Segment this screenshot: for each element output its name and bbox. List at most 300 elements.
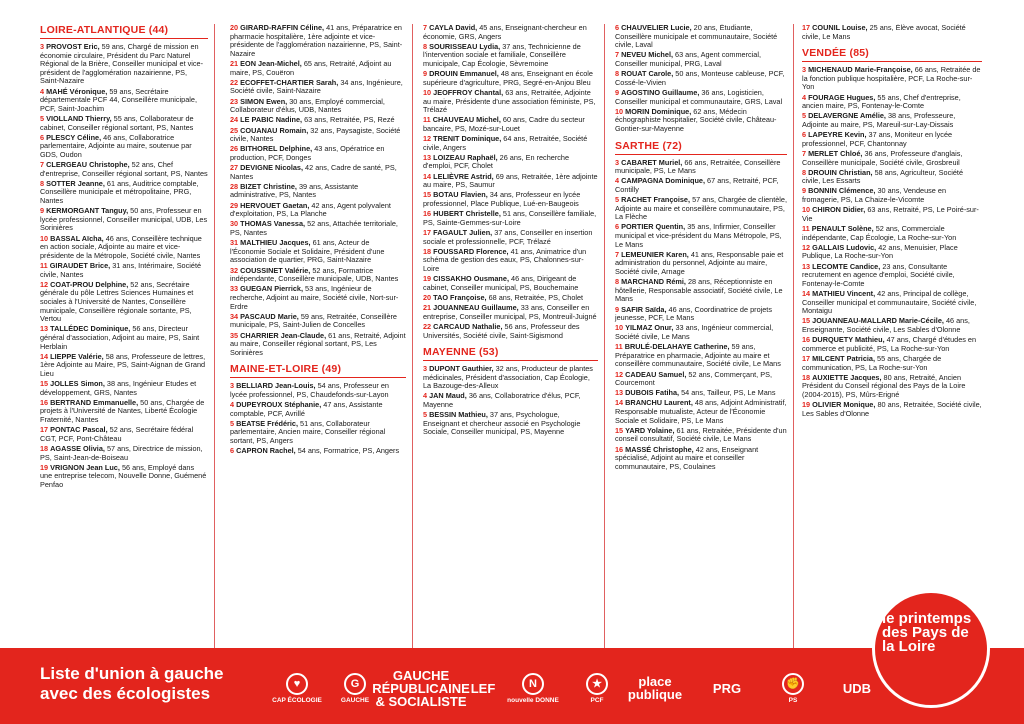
candidate-description: 65 ans, Retraité, Adjoint au maire, PS, Couëron bbox=[230, 58, 392, 77]
department-title: SARTHE (72) bbox=[615, 140, 787, 155]
candidate-name: AUXIETTE Jacques, bbox=[812, 372, 882, 382]
candidate-name: LAPEYRE Kevin, bbox=[808, 130, 867, 140]
candidate-rank: 11 bbox=[423, 115, 431, 125]
candidate-rank: 17 bbox=[40, 425, 49, 435]
candidate-description: 80 ans, Retraitée, Société civile, Les Sables d'Olonne bbox=[802, 400, 982, 418]
candidate-description: 50 ans, Chargée de projets à l'Université de Nantes, Liberté Écologie Fraternité, Nantes bbox=[40, 397, 205, 425]
candidate-entry bbox=[802, 187, 982, 204]
candidate-rank: 32 bbox=[230, 265, 239, 275]
candidate-name: COUSSINET Valérie, bbox=[240, 265, 311, 275]
candidate-entry bbox=[615, 159, 787, 176]
ps-logo-text: PS bbox=[788, 696, 798, 704]
candidate-description: 47 ans, Assistante comptable, PCF, Avrillé bbox=[230, 400, 383, 418]
candidate-rank: 7 bbox=[615, 249, 620, 259]
candidate-name: GIRAUDET Brice, bbox=[49, 261, 111, 270]
candidate-entry bbox=[423, 294, 598, 303]
department-section bbox=[230, 24, 406, 357]
candidate-rank: 9 bbox=[423, 69, 428, 79]
candidate-entry bbox=[230, 332, 406, 358]
candidate-name: FAGAULT Julien, bbox=[433, 228, 493, 237]
candidate-description: 57 ans, Directrice de mission, PS, Saint-Jean-de-Boiseau bbox=[40, 444, 203, 462]
candidate-entry bbox=[802, 24, 982, 41]
candidate-name: BELLIARD Jean-Louis, bbox=[236, 381, 316, 391]
candidate-entry bbox=[230, 60, 406, 77]
candidate-name: DROUIN Christian, bbox=[808, 167, 873, 177]
department-section bbox=[230, 363, 406, 456]
candidate-description: 38 ans, Ingénieur Etudes et développement, GRS, Nantes bbox=[40, 379, 197, 397]
candidate-description: 52 ans, Attachée territoriale, PS, Nantes bbox=[230, 219, 398, 237]
candidate-description: 30 ans, Employé commercial, Collaborateur d'élus, UDB, Nantes bbox=[230, 96, 385, 115]
candidate-rank: 17 bbox=[423, 228, 432, 237]
candidate-description: 66 ans, Retraitée, Conseillère municipale, PS, Le Mans bbox=[615, 157, 781, 176]
candidate-name: RACHET Françoise, bbox=[621, 195, 691, 205]
candidate-entry bbox=[615, 427, 787, 444]
candidate-entry bbox=[230, 401, 406, 418]
candidate-entry bbox=[423, 70, 598, 87]
tagline bbox=[40, 664, 224, 704]
candidate-name: DUPONT Gauthier, bbox=[429, 364, 494, 374]
candidate-name: THOMAS Vanessa, bbox=[240, 219, 306, 229]
candidate-entry bbox=[40, 235, 208, 261]
candidate-rank: 15 bbox=[615, 425, 624, 435]
candidate-description: 64 ans, Retraitée, Société civile, Angers bbox=[423, 134, 588, 152]
department-section bbox=[423, 24, 598, 340]
candidate-description: 61 ans, Retraité, Adjoint au maire, Conseiller régional sortant, PS, Les Sorinières bbox=[230, 330, 406, 357]
candidate-rank: 16 bbox=[615, 444, 624, 454]
candidate-rank: 4 bbox=[40, 86, 45, 96]
candidate-description: 52 ans, Commerciale indépendante, Cap Écologie, La Roche-sur-Yon bbox=[802, 224, 957, 242]
candidate-name: VIOLLAND Thierry, bbox=[46, 113, 112, 123]
candidate-rank: 27 bbox=[230, 163, 239, 173]
candidate-rank: 13 bbox=[423, 152, 432, 162]
candidate-rank: 4 bbox=[423, 391, 428, 401]
candidate-entry bbox=[802, 244, 982, 261]
candidate-name: BONNIN Clémence, bbox=[808, 186, 876, 196]
candidate-rank: 6 bbox=[615, 222, 620, 232]
candidate-description: 41 ans, Animatrice d'un schéma de gestion des eaux, PS, Chalonnes-sur-Loire bbox=[423, 246, 587, 273]
candidate-rank: 3 bbox=[40, 42, 45, 51]
candidate-name: LE PABIC Nadine, bbox=[240, 115, 303, 125]
candidate-entry bbox=[230, 239, 406, 265]
gauche-republicaine-socialiste-logo bbox=[372, 662, 470, 714]
candidate-name: BRULÉ-DELAHAYE Catherine, bbox=[624, 342, 730, 352]
candidate-entry bbox=[423, 191, 598, 208]
candidate-rank: 26 bbox=[230, 144, 239, 154]
candidate-name: CAMPAGNA Dominique, bbox=[621, 176, 706, 186]
candidate-name: CAPRON Rachel, bbox=[236, 446, 296, 456]
candidate-rank: 10 bbox=[423, 87, 432, 97]
candidate-description: 63 ans, Retraité, PS, Le Poiré-sur-Vie bbox=[802, 205, 979, 223]
gauche-republicaine-logo-text: GAUCHE bbox=[340, 696, 370, 704]
candidate-name: LECOMTE Candice, bbox=[812, 261, 881, 271]
candidate-rank: 30 bbox=[230, 219, 239, 229]
candidate-description: 42 ans, Cadre de santé, PS, Nantes bbox=[230, 163, 397, 181]
candidate-entry bbox=[615, 306, 787, 323]
candidate-rank: 19 bbox=[423, 274, 432, 284]
candidate-rank: 12 bbox=[802, 242, 811, 252]
department-title: MAYENNE (53) bbox=[423, 346, 598, 361]
candidate-description: 45 ans, Enseignant-chercheur en économie, GRS, Angers bbox=[423, 24, 587, 41]
candidate-entry bbox=[423, 275, 598, 292]
candidate-name: DELAVERGNE Amélie, bbox=[808, 111, 886, 121]
candidate-rank: 7 bbox=[615, 50, 620, 60]
candidate-entry bbox=[423, 24, 598, 41]
candidate-name: EON Jean-Michel, bbox=[240, 58, 302, 68]
candidate-entry bbox=[423, 210, 598, 227]
candidate-entry bbox=[615, 343, 787, 369]
candidate-entry bbox=[230, 313, 406, 330]
candidate-name: DUPEYROUX Stéphanie, bbox=[236, 400, 322, 410]
candidate-name: GIRARD-RAFFIN Céline, bbox=[240, 24, 325, 32]
candidate-name: CABARET Muriel, bbox=[621, 157, 683, 167]
candidate-name: AGASSE Olivia, bbox=[50, 444, 105, 454]
candidate-name: CHAUVELIER Lucie, bbox=[621, 24, 692, 32]
candidate-rank: 15 bbox=[802, 316, 811, 326]
candidate-entry bbox=[40, 207, 208, 233]
candidate-description: 41 ans, Préparatrice en pharmacie hospitalière, 1ère adjointe et vice-présidente de l'agglomération nazairienne, PS, Saint-Nazaire bbox=[230, 24, 403, 58]
candidate-entry bbox=[423, 323, 598, 340]
candidate-rank: 35 bbox=[230, 330, 239, 340]
candidate-entry bbox=[615, 251, 787, 277]
department-section bbox=[615, 24, 787, 134]
candidate-description: 33 ans, Conseiller en entreprise, Conseiller municipal, PS, Montreuil-Juigné bbox=[423, 303, 597, 321]
candidate-description: 59 ans, Secrétaire départementale PCF 44, Conseillère municipale, PCF, Saint-Joachim bbox=[40, 86, 197, 113]
candidate-description: 52 ans, Formatrice indépendante, Conseillère municipale, UDB, Nantes bbox=[230, 265, 399, 284]
candidate-rank: 8 bbox=[615, 277, 620, 287]
candidate-name: MATHIEU Vincent, bbox=[812, 288, 876, 298]
candidate-rank: 34 bbox=[230, 311, 239, 321]
candidate-name: DUBOIS Fatiha, bbox=[625, 388, 680, 398]
candidate-entry bbox=[40, 325, 208, 351]
candidate-rank: 18 bbox=[40, 444, 49, 454]
candidate-rank: 11 bbox=[615, 342, 623, 352]
candidate-rank: 16 bbox=[423, 209, 432, 219]
candidate-entry bbox=[423, 43, 598, 69]
column-4 bbox=[609, 24, 794, 648]
candidate-description: 55 ans, Chef d'entreprise, ancien maire, PS, Fontenay-le-Comte bbox=[802, 92, 961, 111]
candidate-name: LELIÈVRE Astrid, bbox=[433, 171, 494, 181]
candidate-entry bbox=[802, 94, 982, 111]
candidate-description: 47 ans, Chargé d'études en commerce et publicité, PS, La Roche-sur-Yon bbox=[802, 335, 977, 353]
candidate-rank: 15 bbox=[423, 190, 432, 200]
candidate-entry bbox=[40, 134, 208, 160]
candidate-description: 56 ans, Professeur des Universités, Société civile, Saint-Sigismond bbox=[423, 321, 580, 340]
candidate-description: 43 ans, Opératrice en production, PCF, Donges bbox=[230, 144, 385, 162]
candidate-name: BIZET Christine, bbox=[240, 181, 297, 191]
candidate-rank: 9 bbox=[615, 304, 620, 314]
candidate-entry bbox=[615, 278, 787, 304]
candidate-description: 39 ans, Assistante administrative, PS, Nantes bbox=[230, 181, 359, 200]
candidate-name: ROUAT Carole, bbox=[621, 69, 674, 79]
candidate-rank: 5 bbox=[230, 418, 235, 428]
candidate-entry bbox=[40, 445, 208, 462]
candidate-description: 52 ans, Commerçant, PS, Courcemont bbox=[615, 369, 772, 388]
candidate-description: 56 ans, Employé dans une entreprise telecom, Nouvelle Donne, Guémené Penfao bbox=[40, 462, 207, 489]
department-section bbox=[802, 24, 982, 41]
candidate-entry bbox=[423, 365, 598, 391]
candidate-rank: 6 bbox=[615, 24, 620, 32]
candidate-description: 59 ans, Retraitée, Conseillère municipale, PS, Saint-Julien de Concelles bbox=[230, 311, 397, 330]
candidate-name: VRIGNON Jean Luc, bbox=[50, 462, 120, 472]
candidate-description: 36 ans, Professeure d'anglais, Conseillère municipale, Société civile, Grosbreuil bbox=[802, 148, 963, 167]
candidate-name: PORTIER Quentin, bbox=[621, 222, 686, 232]
candidate-entry bbox=[802, 131, 982, 148]
party-logos bbox=[268, 662, 888, 714]
candidate-rank: 24 bbox=[230, 115, 239, 125]
candidate-description: 46 ans, Collaboratrice parlementaire, Adjointe au maire, soutenue par GDS, Oudon bbox=[40, 132, 192, 159]
candidate-rank: 28 bbox=[230, 181, 239, 191]
candidate-name: ECOFFET-CHARTIER Sarah, bbox=[240, 77, 339, 87]
candidate-entry bbox=[802, 401, 982, 418]
candidate-rank: 20 bbox=[423, 292, 432, 302]
candidate-name: COUANAU Romain, bbox=[240, 125, 309, 135]
candidate-description: 42 ans, Principal de collège, Conseiller municipal et communautaire, Société civile, Montaigu bbox=[802, 288, 977, 316]
candidate-description: 80 ans, Retraité, Ancien Président du Conseil régional des Pays de la Loire (2004-2015), PS, Mûrs-Erigné bbox=[802, 372, 966, 399]
printemps-badge bbox=[872, 590, 992, 710]
candidate-description: 48 ans, Adjoint Administratif, Responsable mutualiste, Acteur de l'Économie Sociale et Solidaire, PS, Le Mans bbox=[615, 398, 787, 425]
candidate-name: YILMAZ Onur, bbox=[625, 323, 674, 333]
candidate-description: 46 ans, Conseillère technique en action sociale, Adjointe au maire et vice-présidente de la Métropole, Société civile, Nantes bbox=[40, 233, 202, 260]
candidate-description: 56 ans, Directeur général d'association, Adjoint au maire, PS, Saint Herblain bbox=[40, 324, 200, 351]
column-5 bbox=[796, 24, 988, 648]
candidate-name: MALTHIEU Jacques, bbox=[240, 238, 311, 248]
candidate-name: CHARRIER Jean-Claude, bbox=[240, 330, 327, 340]
candidate-rank: 22 bbox=[230, 77, 239, 87]
tagline-line-2: avec des écologistes bbox=[40, 684, 211, 703]
candidate-description: 46 ans, Enseignante, Société civile, Les Sables d'Olonne bbox=[802, 316, 970, 334]
candidate-entry bbox=[230, 267, 406, 284]
candidate-rank: 11 bbox=[802, 224, 810, 234]
candidate-entry bbox=[40, 281, 208, 324]
candidate-description: 32 ans, Producteur de plantes médicinales, Président d'association, Cap Écologie, La Bazouge-des-Alleux bbox=[423, 364, 593, 391]
candidate-description: 25 ans, Élève avocat, Société civile, Le Mans bbox=[802, 24, 966, 41]
department-section bbox=[802, 47, 982, 418]
candidate-entry bbox=[802, 150, 982, 167]
candidate-rank: 10 bbox=[40, 233, 49, 243]
candidate-entry bbox=[230, 447, 406, 456]
candidate-rank: 3 bbox=[423, 364, 428, 374]
cap-ecologie-logo-icon: ♥ bbox=[286, 673, 308, 695]
candidate-rank: 5 bbox=[423, 410, 428, 420]
candidate-description: 23 ans, Consultante recrutement en agence d'emploi, Société civile, Fontenay-le-Comte bbox=[802, 261, 955, 288]
candidate-entry bbox=[423, 392, 598, 409]
candidate-description: 59 ans, Chargé de mission en économie circulaire, Président du Parc Naturel Régional de la Brière, Conseiller municipal et vice-président de l'agglomération nazairienne, PS, Saint-Nazaire bbox=[40, 42, 204, 86]
candidate-name: OLIVIER Monique, bbox=[812, 400, 876, 410]
candidate-name: PROVOST Eric, bbox=[46, 42, 100, 51]
candidate-entry bbox=[802, 290, 982, 316]
candidate-description: 57 ans, Chargée de clientèle, Adjointe au maire et conseillère communautaire, PS, La Flèche bbox=[615, 195, 787, 222]
candidate-rank: 4 bbox=[615, 176, 620, 186]
ps-logo-icon: ✊ bbox=[782, 673, 804, 695]
candidate-rank: 13 bbox=[615, 388, 624, 398]
candidate-rank: 21 bbox=[230, 58, 239, 68]
candidate-description: 53 ans, Ingénieur de recherche, Adjoint au maire, Société civile, Nort-sur-Erdre bbox=[230, 284, 399, 311]
candidate-description: 30 ans, Vendeuse en fromagerie, PS, La Chaize-le-Vicomte bbox=[802, 186, 947, 205]
footer-banner bbox=[0, 648, 1024, 724]
candidate-description: 31 ans, Intérimaire, Société civile, Nantes bbox=[40, 261, 202, 279]
candidate-rank: 3 bbox=[615, 157, 620, 167]
candidate-description: 50 ans, Monteuse cableuse, PCF, Cossé-le-Vivien bbox=[615, 69, 785, 87]
candidate-description: 52 ans, Secrétaire générale du pôle Lettres Sciences Humaines et sociales à l'Université de Nantes, Conseillère municipale, Conseillère régionale sortante, PS, Vertou bbox=[40, 279, 194, 324]
candidate-description: 37 ans, Conseiller en insertion sociale et professionnelle, PCF, Trélazé bbox=[423, 228, 593, 246]
candidate-rank: 4 bbox=[802, 92, 807, 102]
candidate-name: SAFIR Saïda, bbox=[621, 304, 667, 314]
candidate-rank: 5 bbox=[802, 111, 807, 121]
place-publique-logo-text: place publique bbox=[627, 674, 683, 702]
candidate-name: PONTAC Pascal, bbox=[50, 425, 108, 435]
candidate-description: 61 ans, Auditrice comptable, Conseillère municipale et métropolitaine, PRG, Nantes bbox=[40, 178, 199, 206]
candidate-rank: 10 bbox=[615, 323, 624, 333]
pcf-logo-text: PCF bbox=[590, 696, 604, 704]
candidate-name: BESSIN Mathieu, bbox=[429, 410, 488, 420]
candidate-name: BASSAL Aïcha, bbox=[50, 233, 104, 243]
candidate-entry bbox=[40, 262, 208, 279]
candidate-name: TALLÉDEC Dominique, bbox=[50, 324, 131, 334]
candidate-rank: 14 bbox=[40, 351, 49, 361]
candidate-name: TRENIT Dominique, bbox=[433, 134, 502, 144]
candidate-entry bbox=[40, 399, 208, 425]
candidate-description: 66 ans, Retraitée de la fonction publique hospitalière, PCF, La Roche-sur-Yon bbox=[802, 65, 981, 92]
department-section bbox=[40, 24, 208, 490]
candidate-name: TAO Françoise, bbox=[433, 292, 487, 302]
candidate-name: JOUANNEAU Guillaume, bbox=[433, 303, 519, 313]
candidate-rank: 29 bbox=[230, 200, 239, 210]
candidate-rank: 5 bbox=[615, 195, 620, 205]
candidate-description: 52 ans, Secrétaire fédéral CGT, PCF, Pont-Château bbox=[40, 425, 194, 443]
candidate-entry bbox=[423, 411, 598, 437]
candidate-name: FOURAGE Hugues, bbox=[808, 92, 876, 102]
candidate-rank: 12 bbox=[40, 279, 49, 289]
candidate-description: 63 ans, Retraitée, Adjointe au maire, Présidente d'une association féministe, PS, Trélazé bbox=[423, 87, 596, 115]
candidate-description: 51 ans, Collaborateur parlementaire, Ancien maire, Conseiller régional sortant, PS, Angers bbox=[230, 418, 386, 446]
candidate-entry bbox=[40, 353, 208, 379]
candidate-entry bbox=[615, 24, 787, 50]
candidate-description: 37 ans, Psychologue, Enseignant et chercheur associé en Psychologie Sociale, Conseiller municipal, PS, Mayenne bbox=[423, 410, 581, 437]
candidate-description: 42 ans, Enseignant spécialisé, Adjoint au maire et conseiller communautaire, PS, Coulaines bbox=[615, 444, 759, 471]
candidate-entry bbox=[615, 89, 787, 106]
prg-logo bbox=[698, 662, 756, 714]
candidate-entry bbox=[615, 177, 787, 194]
candidate-rank: 23 bbox=[230, 96, 239, 106]
candidate-entry bbox=[230, 127, 406, 144]
candidate-description: 63 ans, Retraitée, PS, Rezé bbox=[304, 115, 395, 125]
candidate-description: 61 ans, Retraitée, Présidente d'un conseil consultatif, Société civile, Le Mans bbox=[615, 425, 787, 444]
candidate-entry bbox=[230, 164, 406, 181]
candidate-rank: 8 bbox=[615, 69, 620, 79]
candidate-description: 34 ans, Professeur en lycée professionnel, Place Publique, Lué-en-Baugeois bbox=[423, 190, 581, 209]
candidate-name: JOLLES Simon, bbox=[50, 379, 105, 389]
candidate-name: SOTTER Jeanne, bbox=[46, 178, 105, 188]
nouvelle-donne-logo bbox=[504, 662, 562, 714]
candidate-rank: 4 bbox=[230, 400, 235, 410]
candidate-name: FOUSSARD Florence, bbox=[433, 246, 509, 256]
candidate-name: LIEPPE Valérie, bbox=[50, 351, 104, 361]
badge-text: le printemps des Pays de la Loire bbox=[882, 610, 972, 655]
candidate-name: LOIZEAU Raphaël, bbox=[433, 152, 498, 162]
candidate-entry bbox=[230, 79, 406, 96]
candidate-name: JAN Maud, bbox=[429, 391, 467, 401]
candidate-entry bbox=[802, 206, 982, 223]
candidate-entry bbox=[230, 183, 406, 200]
candidate-name: JOUANNEAU-MALLARD Marie-Cécile, bbox=[812, 316, 944, 326]
candidate-name: MILCENT Patricia, bbox=[812, 353, 876, 363]
gauche-republicaine-logo-icon: G bbox=[344, 673, 366, 695]
candidate-rank: 6 bbox=[802, 130, 807, 140]
candidate-rank: 19 bbox=[802, 400, 811, 410]
candidate-name: HERVOUET Gaetan, bbox=[240, 200, 310, 210]
department-section bbox=[615, 140, 787, 472]
candidate-description: 55 ans, Chargée de communication, PS, La Roche-sur-Yon bbox=[802, 353, 942, 372]
pcf-logo-icon: ★ bbox=[586, 673, 608, 695]
candidate-entry bbox=[423, 89, 598, 115]
candidate-rank: 15 bbox=[40, 379, 49, 389]
candidate-name: DEVIGNE Nicolas, bbox=[240, 163, 304, 173]
candidate-rank: 33 bbox=[230, 284, 239, 294]
candidate-description: 42 ans, Menuisier, Place Publique, La Roche-sur-Yon bbox=[802, 242, 958, 261]
candidate-name: SIMON Ewen, bbox=[240, 96, 288, 106]
department-section bbox=[423, 346, 598, 437]
candidate-name: CISSAKHO Ousmane, bbox=[433, 274, 509, 284]
candidate-entry bbox=[615, 399, 787, 425]
candidate-entry bbox=[802, 112, 982, 129]
candidate-description: 54 ans, Tailleur, PS, Le Mans bbox=[681, 388, 776, 398]
candidate-entry bbox=[40, 180, 208, 206]
candidate-rank: 22 bbox=[423, 321, 432, 331]
candidate-rank: 7 bbox=[802, 148, 807, 158]
candidate-entry bbox=[802, 374, 982, 400]
candidate-description: 33 ans, Ingénieur commercial, Société civile, Le Mans bbox=[615, 323, 774, 341]
candidate-rank: 14 bbox=[615, 398, 624, 408]
candidate-name: CARCAUD Nathalie, bbox=[433, 321, 503, 331]
candidate-entry bbox=[615, 389, 787, 398]
candidate-description: 36 ans, Logisticien, Conseiller municipal et communautaire, GRS, Laval bbox=[615, 87, 783, 106]
department-title: VENDÉE (85) bbox=[802, 47, 982, 62]
candidate-rank: 9 bbox=[802, 186, 807, 196]
candidate-rank: 16 bbox=[802, 335, 811, 345]
candidate-entry bbox=[615, 446, 787, 472]
candidate-entry bbox=[230, 98, 406, 115]
candidate-rank: 5 bbox=[40, 113, 45, 123]
candidate-name: MICHENAUD Marie-Françoise, bbox=[808, 65, 913, 75]
candidate-name: KERMORGANT Tanguy, bbox=[46, 206, 129, 216]
candidate-description: 20 ans, Étudiante, Conseillère municipale et communautaire, Société civile, Laval bbox=[615, 24, 778, 50]
candidate-name: AGOSTINO Guillaume, bbox=[621, 87, 700, 97]
candidate-entry bbox=[802, 263, 982, 289]
candidate-entry bbox=[423, 154, 598, 171]
candidate-description: 46 ans, Dirigeant de cabinet, Conseiller municipal, PS, Bouchemaine bbox=[423, 274, 579, 292]
candidate-rank: 3 bbox=[802, 65, 807, 75]
pcf-logo bbox=[568, 662, 626, 714]
column-3 bbox=[417, 24, 605, 648]
candidate-name: HUBERT Christelle, bbox=[433, 209, 501, 219]
candidate-entry bbox=[40, 464, 208, 490]
candidate-rank: 31 bbox=[230, 238, 239, 248]
candidate-rank: 6 bbox=[230, 446, 235, 456]
candidate-entry bbox=[802, 355, 982, 372]
candidate-description: 62 ans, Médecin échographiste hospitalier, Société civile, Château-Gontier-sur-Mayenne bbox=[615, 106, 777, 133]
ps-logo bbox=[764, 662, 822, 714]
candidate-description: 58 ans, Professeure de lettres, 1ère Adjointe au Maire, PS, Saint-Aignan de Grand Lieu bbox=[40, 351, 206, 378]
candidate-entry bbox=[40, 115, 208, 132]
candidate-name: GUEGAN Pierrick, bbox=[240, 284, 304, 294]
candidate-description: 59 ans, Préparatrice en pharmacie, Adjointe au maire et conseillère communautaire, Société civile, Le Mans bbox=[615, 342, 781, 369]
candidate-entry bbox=[40, 161, 208, 178]
candidate-name: LEMEUNIER Karen, bbox=[621, 249, 689, 259]
candidate-rank: 14 bbox=[423, 171, 432, 181]
candidate-description: 54 ans, Professeur en lycée professionnel, PS, Chaudefonds-sur-Layon bbox=[230, 381, 389, 399]
candidate-description: 50 ans, Professeur en lycée professionnel, Conseiller municipal, UDB, Les Sorinières bbox=[40, 206, 208, 233]
candidate-name: CHAUVEAU Michel, bbox=[432, 115, 501, 125]
